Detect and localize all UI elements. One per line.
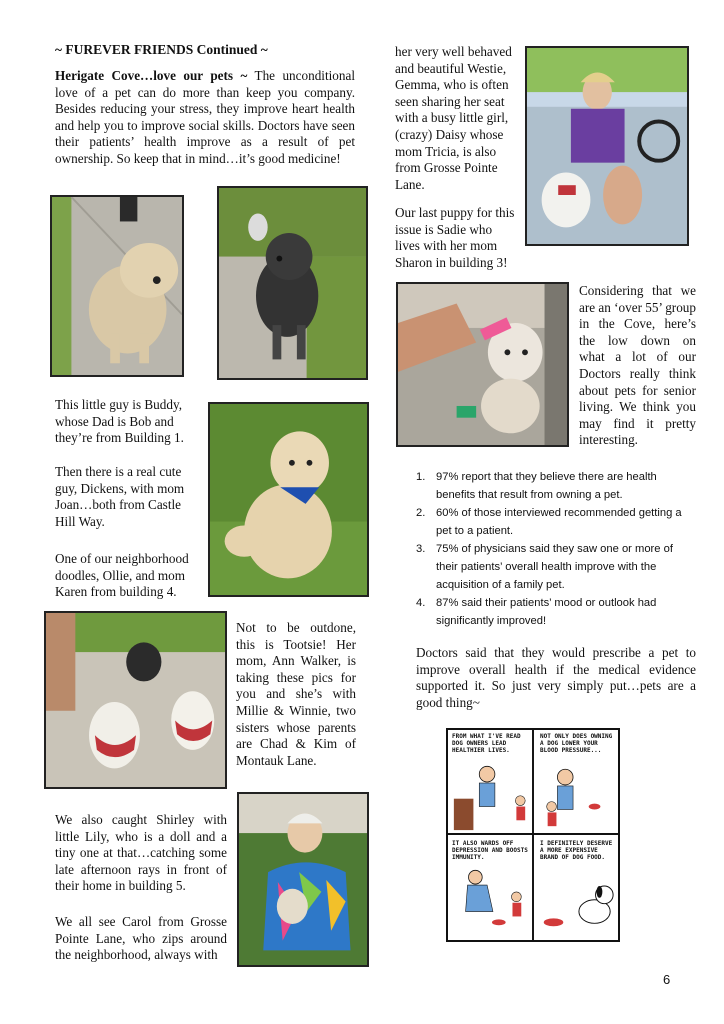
comic-strip	[446, 728, 620, 942]
caption-gemma: her very well behaved and beautiful Westie, Gemma, who is often seen sharing her seat with a busy little girl, (crazy) Daisy whose mom Tricia, is also from Grosse Pointe Lane.	[395, 44, 512, 192]
list-item: 1. 97% report that they believe there are health benefits that result from owning a pet.	[416, 471, 657, 501]
list-item: 4. 87% said their patients’ mood or outlook had significantly improved!	[416, 597, 657, 627]
list-item: 3. 75% of physicians said they saw one or more of their patients’ overall health improve with the acquisition of a family pet.	[416, 543, 673, 591]
stats-list	[416, 469, 696, 631]
page-number: 6	[663, 972, 671, 987]
caption-tootsie: Not to be outdone, this is Tootsie! Her mom, Ann Walker, is taking these pics for you and she’s with Millie & Winnie, two sisters whose parents are Chad & Kim of Montauk Lane.	[236, 620, 356, 768]
intro-paragraph	[55, 68, 355, 168]
photo-ollie	[208, 402, 369, 597]
caption-ollie: One of our neighborhood doodles, Ollie, and mom Karen from building 4.	[55, 551, 189, 600]
comic-panel-1-text: FROM WHAT I'VE READ DOG OWNERS LEAD HEALTHIER LIVES.	[452, 733, 521, 754]
caption-dickens: Then there is a real cute guy, Dickens, with mom Joan…both from Castle Hill Way.	[55, 464, 185, 529]
caption-buddy: This little guy is Buddy, whose Dad is Bob and they’re from Building 1.	[55, 397, 184, 446]
photo-tootsie	[44, 611, 227, 789]
photo-sadie	[396, 282, 569, 447]
photo-buddy	[50, 195, 184, 377]
page-title: ~ FUREVER FRIENDS Continued ~	[55, 42, 268, 57]
conclusion-paragraph: Doctors said that they would prescribe a pet to improve overall health if the medical evidence supported it. So just very simply put…pets are a good thing~	[416, 645, 696, 710]
comic-panel-4-text: I DEFINITELY DESERVE A MORE EXPENSIVE BRAND OF DOG FOOD.	[540, 840, 613, 861]
intro-lead: Herigate Cove…love our pets ~	[55, 68, 248, 83]
photo-shirley	[237, 792, 369, 967]
comic-panel-2-text: NOT ONLY DOES OWNING A DOG LOWER YOUR BLOOD PRESSURE...	[540, 733, 613, 754]
caption-sadie: Our last puppy for this issue is Sadie who lives with her mom Sharon in building 3!	[395, 205, 515, 270]
caption-carol: We all see Carol from Grosse Pointe Lane, who zips around the neighborhood, always with	[55, 914, 227, 963]
comic-panel-3-text: IT ALSO WARDS OFF DEPRESSION AND BOOSTS IMMUNITY.	[452, 840, 528, 861]
list-item: 2. 60% of those interviewed recommended getting a pet to a patient.	[416, 507, 682, 537]
caption-shirley: We also caught Shirley with little Lily, who is a doll and a tiny one at that…catching some late afternoon rays in front of their home in building 5.	[55, 812, 227, 894]
photo-carol	[525, 46, 689, 246]
photo-dickens	[217, 186, 368, 380]
caption-over55: Considering that we are an ‘over 55’ group in the Cove, here’s the low down on what a lot of our Doctors really think about pets for senior living. We think you may find it pretty interesting.	[579, 283, 696, 448]
intro-body: The unconditional love of a pet can do more than keep you company. Besides reducing your stress, they improve heart health and help you to improve social skills. Doctors have seen their patients’ health improve as a result of pet ownership. So keep that in mind…it’s good medicine!	[55, 68, 355, 166]
